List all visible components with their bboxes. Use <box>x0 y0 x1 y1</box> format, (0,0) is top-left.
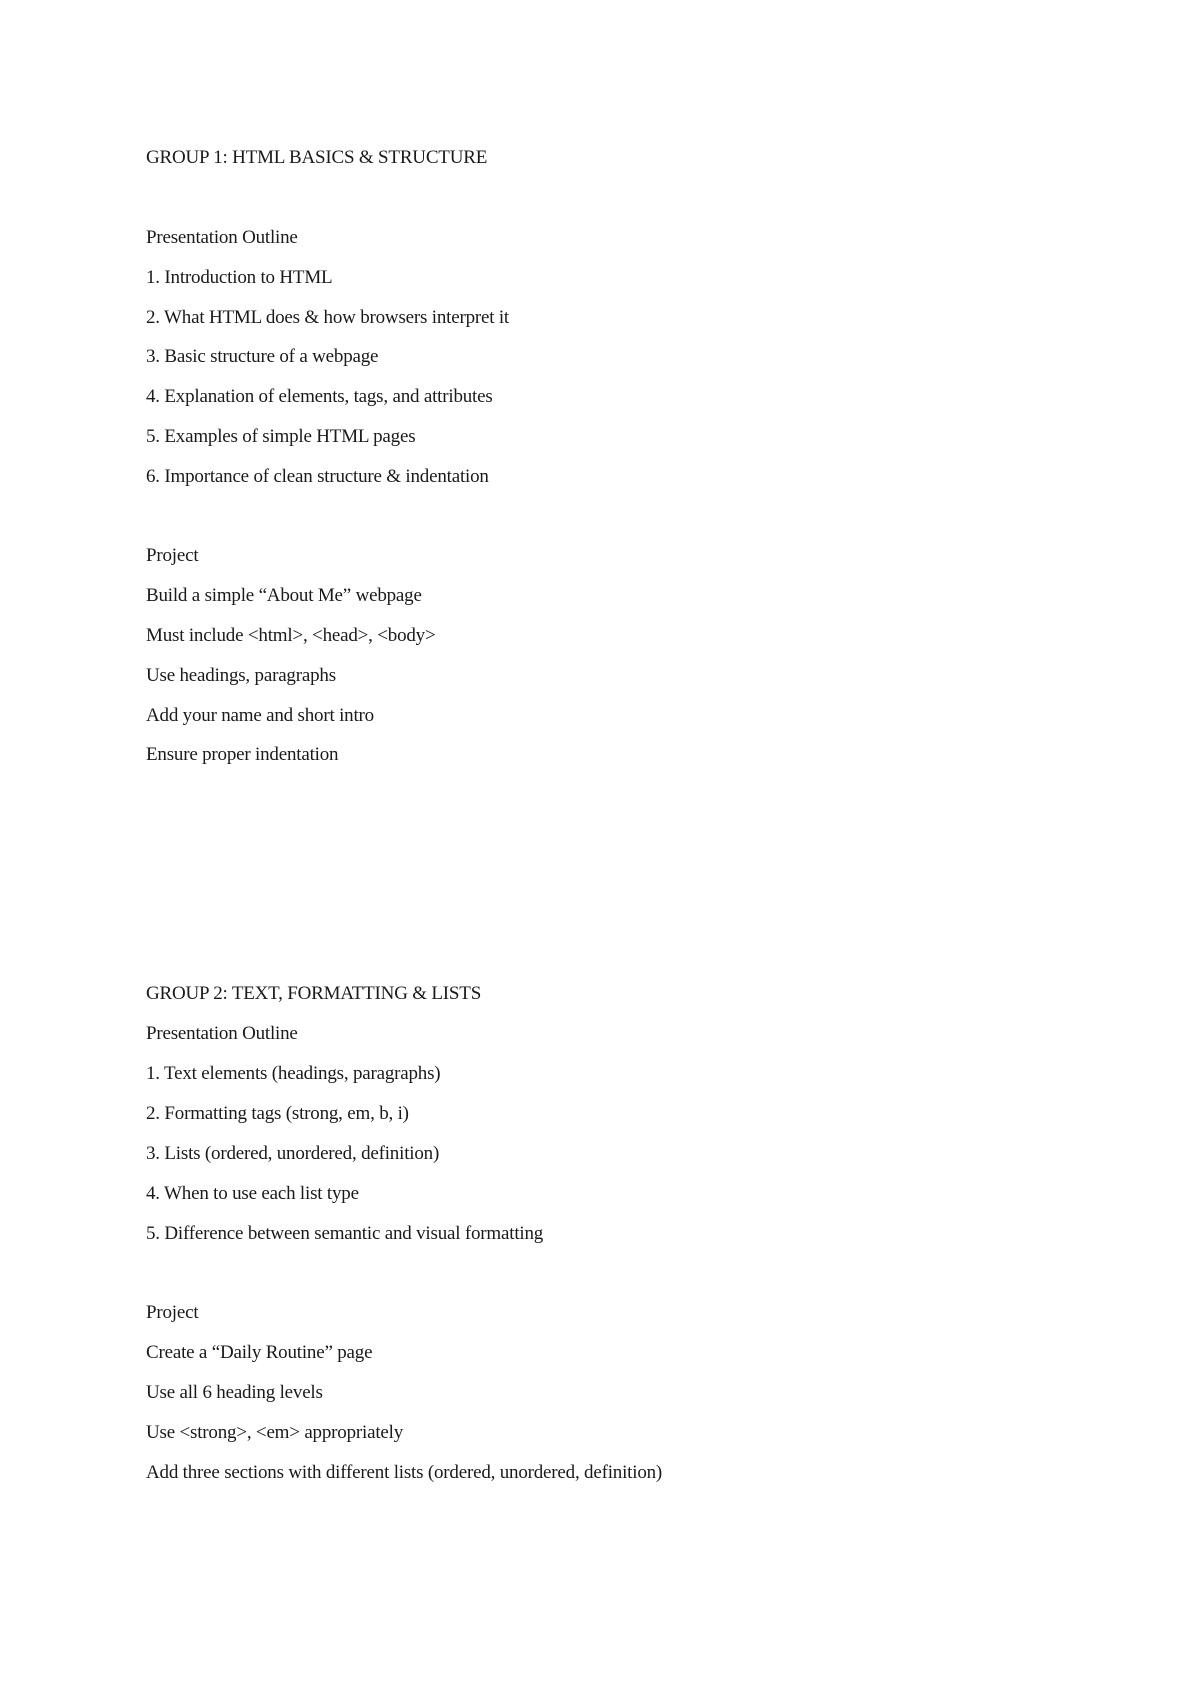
group1-outline-item: 3. Basic structure of a webpage <box>146 346 379 367</box>
group1-outline-heading: Presentation Outline <box>146 227 298 248</box>
group1-project-item: Use headings, paragraphs <box>146 665 336 686</box>
group1-project-heading: Project <box>146 545 199 566</box>
group2-outline-item: 1. Text elements (headings, paragraphs) <box>146 1063 441 1084</box>
group2-project-item: Create a “Daily Routine” page <box>146 1342 373 1363</box>
group2-project-item: Use <strong>, <em> appropriately <box>146 1422 404 1443</box>
group2-project-item: Use all 6 heading levels <box>146 1382 323 1403</box>
group1-outline-item: 5. Examples of simple HTML pages <box>146 426 416 447</box>
group1-title: GROUP 1: HTML BASICS & STRUCTURE <box>146 147 488 168</box>
document-page <box>146 0 1146 1696</box>
group2-outline-heading: Presentation Outline <box>146 1023 298 1044</box>
group2-outline-item: 3. Lists (ordered, unordered, definition) <box>146 1143 440 1164</box>
group1-outline-item: 4. Explanation of elements, tags, and attributes <box>146 386 493 407</box>
group2-title: GROUP 2: TEXT, FORMATTING & LISTS <box>146 983 482 1004</box>
group2-outline-item: 2. Formatting tags (strong, em, b, i) <box>146 1103 409 1124</box>
group2-outline-item: 5. Difference between semantic and visual formatting <box>146 1223 544 1244</box>
group1-project-item: Ensure proper indentation <box>146 744 339 765</box>
group2-project-item: Add three sections with different lists (ordered, unordered, definition) <box>146 1462 663 1483</box>
group2-project-heading: Project <box>146 1302 199 1323</box>
group1-project-item: Build a simple “About Me” webpage <box>146 585 422 606</box>
group1-project-item: Add your name and short intro <box>146 705 374 726</box>
group1-outline-item: 2. What HTML does & how browsers interpret it <box>146 307 510 328</box>
group1-outline-item: 6. Importance of clean structure & indentation <box>146 466 489 487</box>
group1-outline-item: 1. Introduction to HTML <box>146 267 333 288</box>
group2-outline-item: 4. When to use each list type <box>146 1183 359 1204</box>
group1-project-item: Must include <html>, <head>, <body> <box>146 625 436 646</box>
